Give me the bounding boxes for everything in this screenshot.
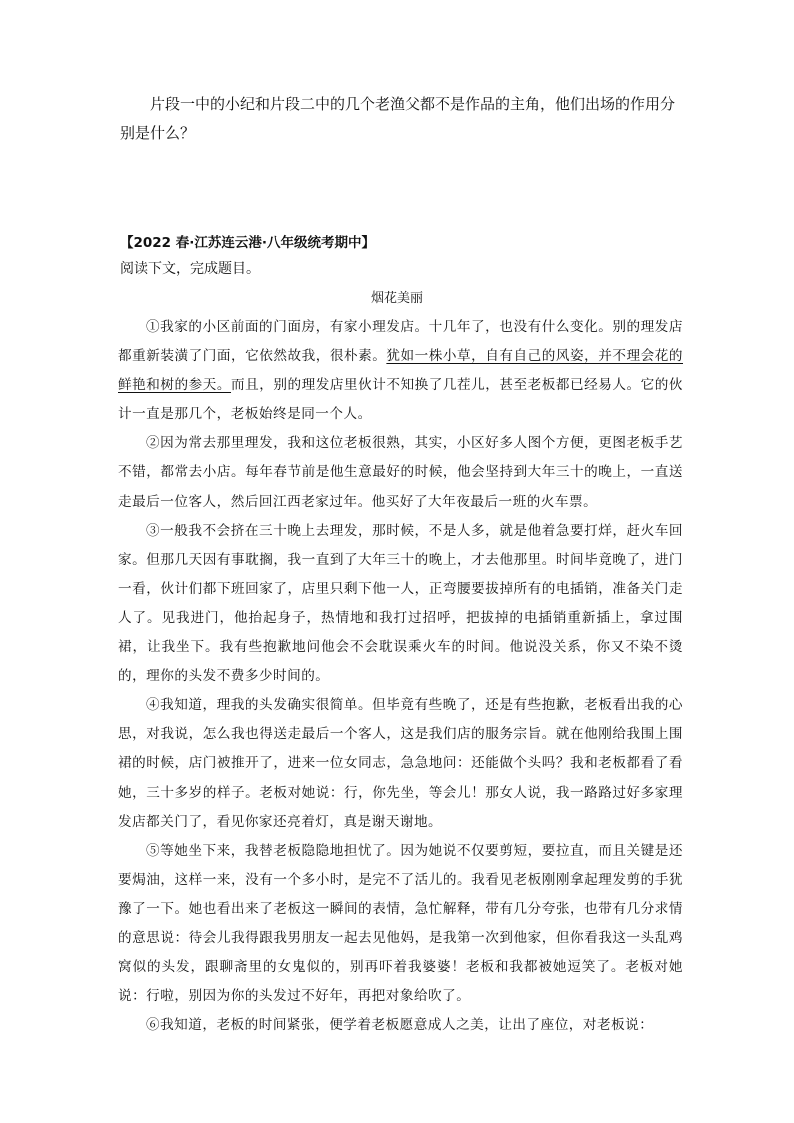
article-paragraph-4: ④我知道，理我的头发确实很简单。但毕竟有些晚了，还是有些抱歉，老板看出我的心思，对我说，怎么我也得送走最后一个客人，这是我们店的服务宗旨。就在他刚给我围上围裙的时候，店门被推开了，进来一位女同志，急急地问：还能做个头吗？我和老板都看了看她，三十多岁的样子。老板对她说：行，你先坐，等会儿！那女人说，我一路路过好多家理发店都关门了，看见你家还亮着灯，真是谢天谢地。 [118, 697, 683, 830]
underlined-sentence: 犹如一株小草，自有自己的风姿，并不理会花的鲜艳和树的参天。 [118, 348, 683, 394]
article-title: 烟花美丽 [370, 291, 423, 306]
article-paragraph-5: ⑤等她坐下来，我替老板隐隐地担忧了。因为她说不仅要剪短，要拉直，而且关键是还要焗油，这样一来，没有一个多小时，是完不了活儿的。我看见老板刚刚拿起理发剪的手犹豫了一下。她也看出来了老板这一瞬间的表情，急忙解释，带有几分夸张，也带有几分求情的意思说：待会儿我得跟我男朋友一起去见他妈，是我第一次到他家，但你看我这一头乱鸡窝似的头发，跟聊斋里的女鬼似的，别再吓着我婆婆！老板和我都被她逗笑了。老板对她说：行啦，别因为你的头发过不好年，再把对象给吹了。 [118, 842, 683, 1005]
source-label: 【2022 春·江苏连云港·八年级统考期中】 [120, 235, 376, 251]
article-paragraph-6: ⑥我知道，老板的时间紧张，便学着老板愿意成人之美，让出了座位，对老板说： [146, 1017, 654, 1034]
paragraph-1-text-b: 而且，别的理发店里伙计不知换了几茬儿，甚至老板都已经易人。它的伙计一直是那几个，老板始终是同一个人。 [118, 377, 684, 423]
article-body [118, 313, 683, 1040]
article-paragraph-1 [118, 313, 683, 429]
instruction-text: 阅读下文，完成题目。 [120, 261, 260, 277]
article-paragraph-3: ③一般我不会挤在三十晚上去理发，那时候，不是人多，就是他着急要打烊，赶火车回家。但那几天因有事耽搁，我一直到了大年三十的晚上，才去他那里。时间毕竟晚了，进门一看，伙计们都下班回家了，店里只剩下他一人，正弯腰要拔掉所有的电插销，准备关门走人了。见我进门，他抬起身子，热情地和我打过招呼，把拔掉的电插销重新插上，拿过围裙，让我坐下。我有些抱歉地问他会不会耽误乘火车的时间。他说没关系，你又不染不烫的，理你的头发不费多少时间的。 [118, 522, 683, 685]
paragraph-1-text-a: ①我家的小区前面的门面房，有家小理发店。十几年了，也没有什么变化。别的理发店都重新装潢了门面，它依然故我，很朴素。 [118, 319, 683, 365]
article-paragraph-2: ②因为常去那里理发，我和这位老板很熟，其实，小区好多人图个方便，更图老板手艺不错，都常去小店。每年春节前是他生意最好的时候，他会坚持到大年三十的晚上，一直送走最后一位客人，然后回江西老家过年。他买好了大年夜最后一班的火车票。 [118, 435, 683, 510]
question-text: 片段一中的小纪和片段二中的几个老渔父都不是作品的主角，他们出场的作用分别是什么？ [120, 95, 676, 142]
